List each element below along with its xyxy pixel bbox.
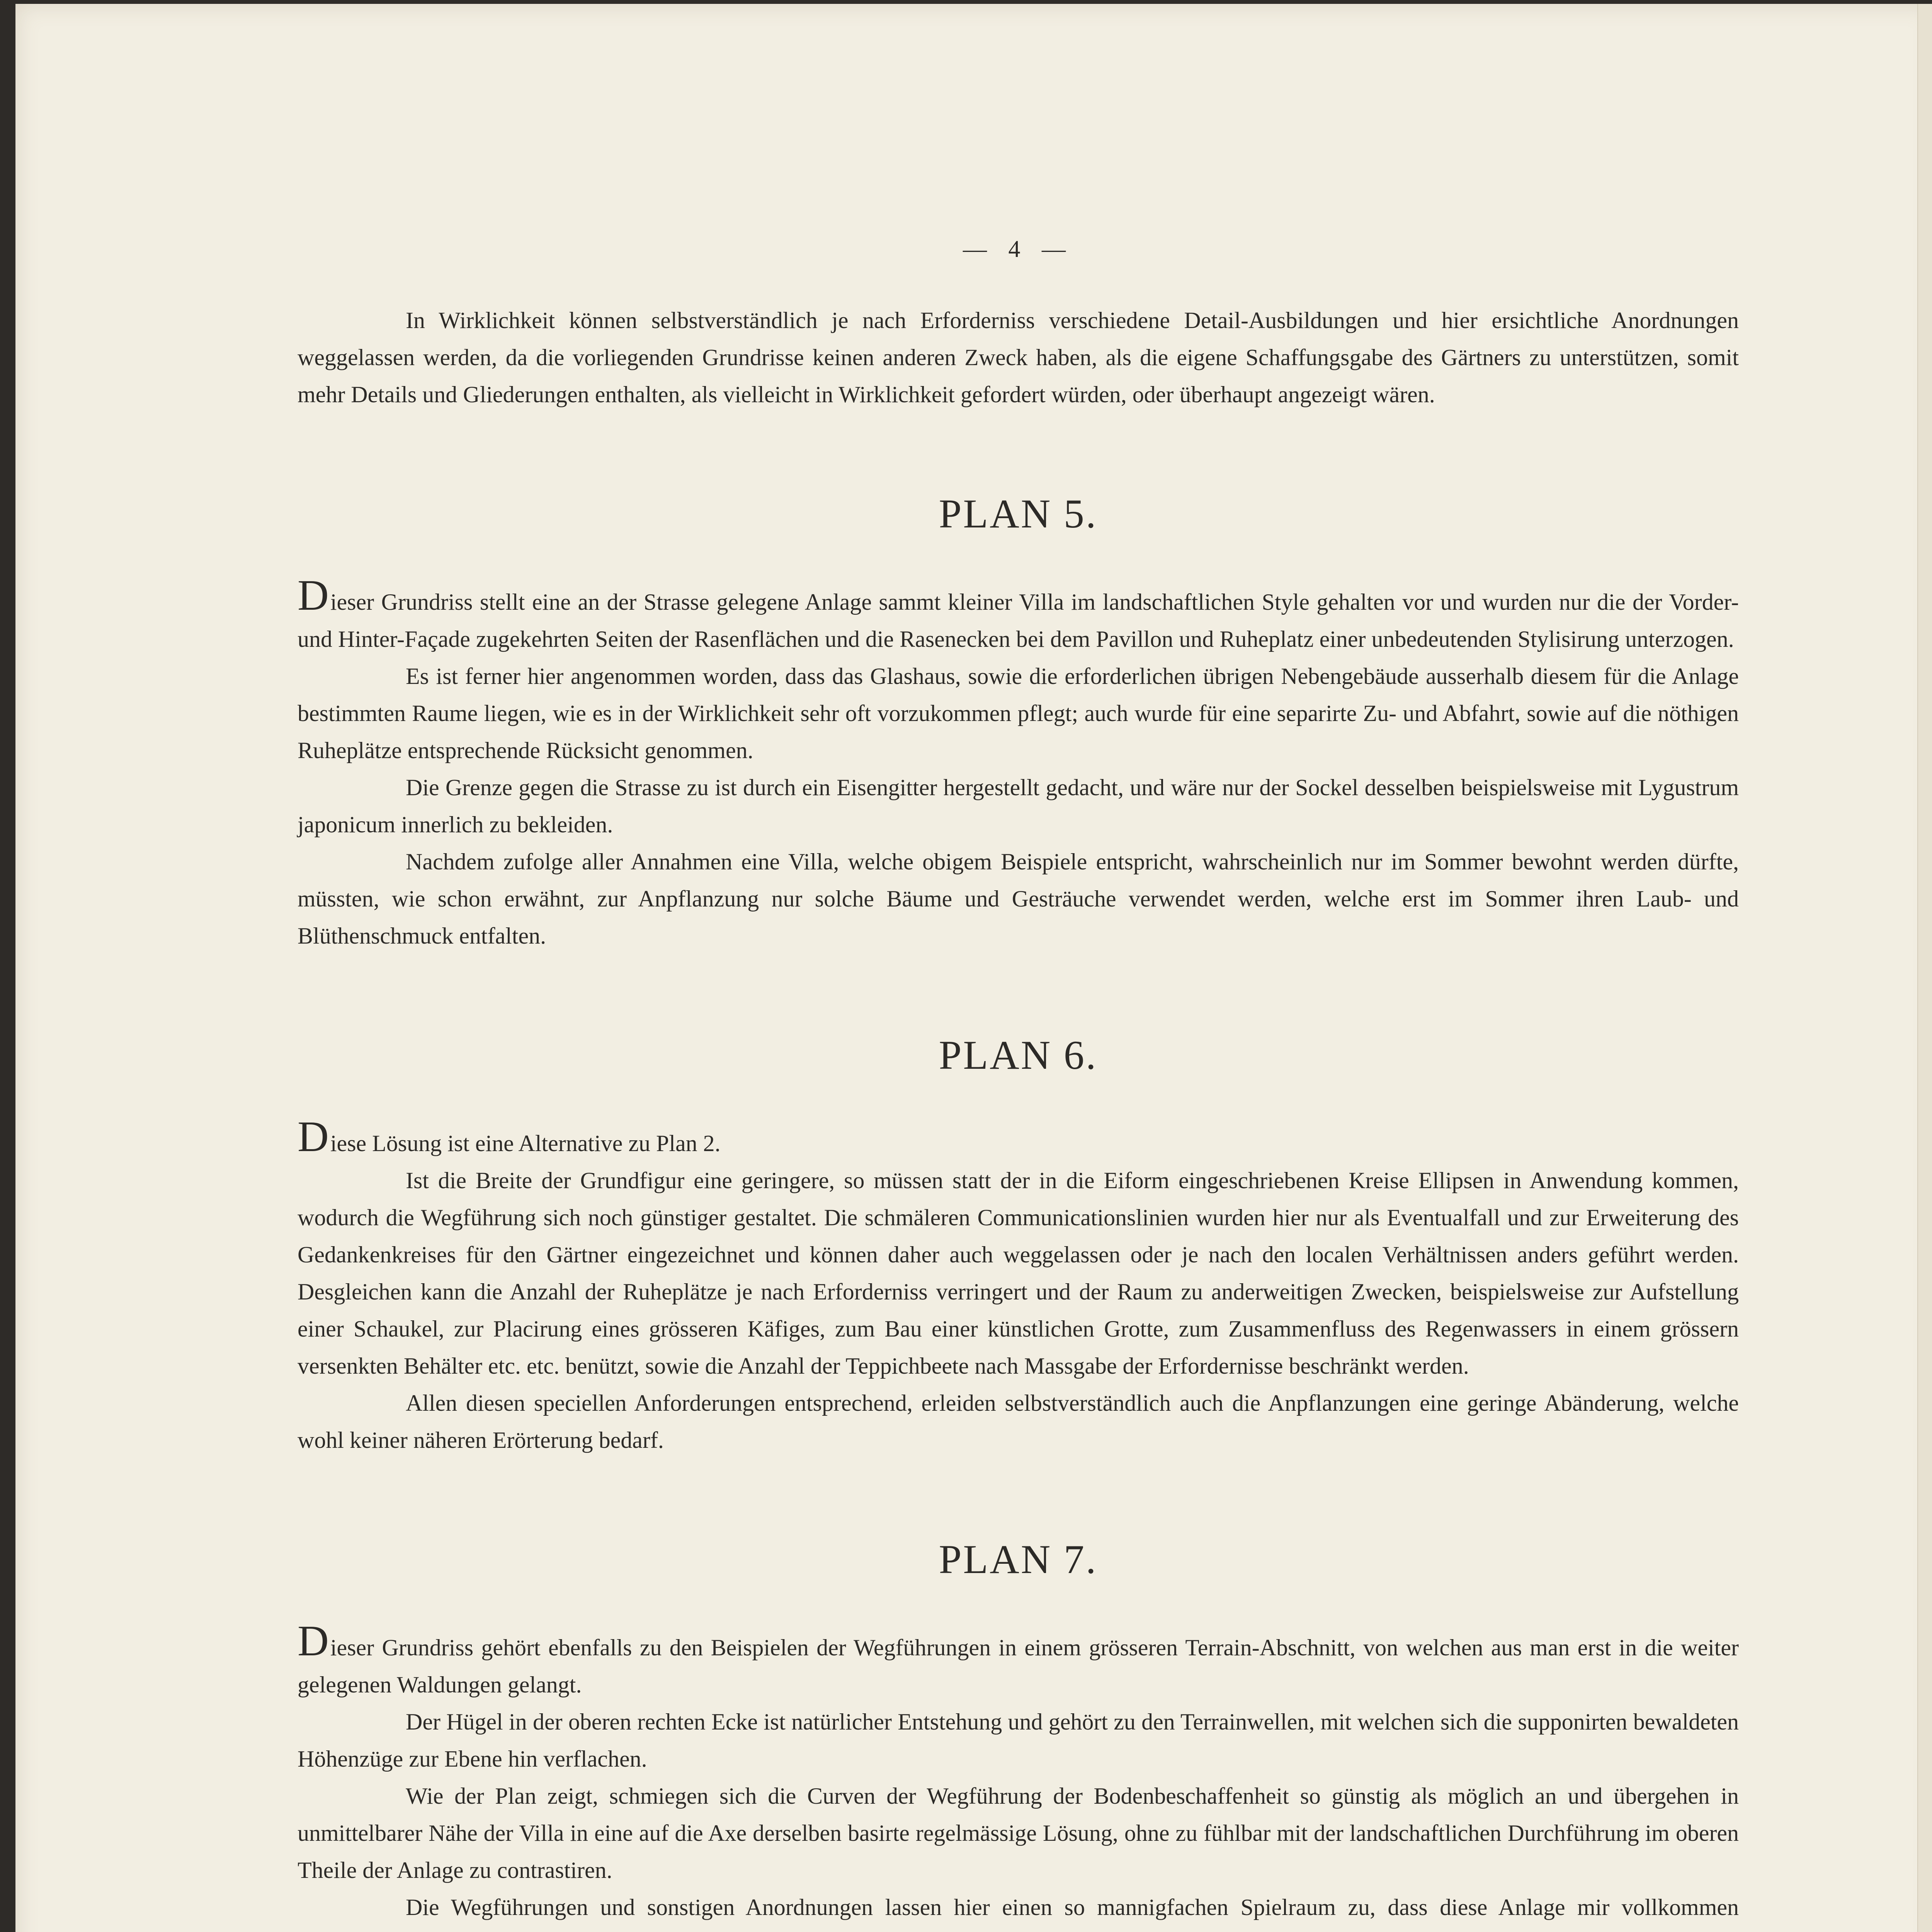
section-heading: PLAN 6. [939,1032,1098,1078]
plan-5-section [298,490,1739,954]
section-heading: PLAN 7. [939,1537,1098,1582]
plan-7-section [298,1536,1739,1932]
document-page [15,4,1932,1932]
paragraph: Wie der Plan zeigt, schmiegen sich die Curven der Wegführung der Bodenbeschaffenheit so günstig als möglich an und übergehen in unmittelbarer Nähe der Villa in eine auf die Axe derselben basirte regelmässige Lösung, ohne zu fühlbar mit der landschaftlichen Durchführung im oberen Theile der Anlage zu contrastiren. [298,1783,1739,1883]
drop-cap: D [298,1113,329,1161]
drop-cap: D [298,571,329,619]
page-edge [1917,4,1932,1932]
paragraph: Es ist ferner hier angenommen worden, dass das Glashaus, sowie die erforderlichen übrigen Nebengebäude ausserhalb diesem für die Anlage bestimmten Raume liegen, wie es in der Wirklichkeit sehr oft vorzukommen pflegt; auch wurde für eine separirte Zu- und Abfahrt, sowie auf die nöthigen Ruheplätze entsprechende Rücksicht genommen. [298,663,1739,763]
paragraph-text: iese Lösung ist eine Alternative zu Plan 2. [330,1131,721,1156]
drop-cap: D [298,1617,329,1665]
page-number: — 4 — [963,236,1073,262]
paragraph: Nachdem zufolge aller Annahmen eine Villa, welche obigem Beispiele entspricht, wahrscheinlich nur im Sommer bewohnt werden dürfte, müssten, wie schon erwähnt, zur Anpflanzung nur solche Bäume und Gesträuche verwendet werden, welche erst im Sommer ihren Laub- und Blüthenschmuck entfalten. [298,849,1739,949]
paragraph: Der Hügel in der oberen rechten Ecke ist natürlicher Entstehung und gehört zu den Terrainwellen, mit welchen sich die supponirten bewaldeten Höhenzüge zur Ebene hin verflachen. [298,1709,1739,1772]
paragraph [298,1113,1739,1162]
paragraph: Die Grenze gegen die Strasse zu ist durch ein Eisengitter hergestellt gedacht, und wäre nur der Sockel desselben beispielsweise mit Lygustrum japonicum innerlich zu bekleiden. [298,775,1739,837]
paragraph-text: ieser Grundriss stellt eine an der Strasse gelegene Anlage sammt kleiner Villa im landschaftlichen Style gehalten vor und wurden nur die der Vorder- und Hinter-Façade zugekehrten Seiten der Rasenflächen und die Rasenecken bei dem Pavillon und Ruheplatz einer unbedeutenden Stylisirung unterzogen. [298,589,1739,652]
paragraph: Allen diesen speciellen Anforderungen entsprechend, erleiden selbstverständlich auch die Anpflanzungen eine geringe Abänderung, welche wohl keiner näheren Erörterung bedarf. [298,1390,1739,1453]
section-heading: PLAN 5. [939,491,1098,536]
paragraph [298,1617,1739,1703]
paragraph: In Wirklichkeit können selbstverständlich je nach Erforderniss verschiedene Detail-Ausbildungen und hier ersichtliche Anordnungen weggelassen werden, da die vorliegenden Grundrisse keinen anderen Zweck haben, als die eigene Schaffungsgabe des Gärtners zu unterstützen, somit mehr Details und Gliederungen enthalten, als vielleicht in Wirklichkeit gefordert würden, oder überhaupt angezeigt wären. [298,308,1739,407]
intro-section [298,302,1739,413]
paragraph-text: ieser Grundriss gehört ebenfalls zu den Beispielen der Wegführungen in einem grösseren Terrain-Abschnitt, von welchen aus man erst in die weiter gelegenen Waldungen gelangt. [298,1635,1739,1697]
page-content [298,236,1739,1932]
paragraph: Ist die Breite der Grundfigur eine geringere, so müssen statt der in die Eiform eingeschriebenen Kreise Ellipsen in Anwendung kommen, wodurch die Wegführung sich noch günstiger gestaltet. Die schmäleren Communicationslinien wurden hier nur als Eventualfall und zur Erweiterung des Gedankenkreises für den Gärtner eingezeichnet und können daher auch weggelassen oder je nach den localen Verhältnissen anders geführt werden. Desgleichen kann die Anzahl der Ruheplätze je nach Erforderniss verringert und der Raum zu anderweitigen Zwecken, beispielsweise zur Aufstellung einer Schaukel, zur Placirung eines grösseren Käfiges, zum Bau einer künstlichen Grotte, zum Zusammenfluss des Regenwassers in einem grössern versenkten Behälter etc. etc. benützt, sowie die Anzahl der Teppichbeete nach Massgabe der Erfordernisse beschränkt werden. [298,1168,1739,1379]
paragraph: Die Wegführungen und sonstigen Anordnungen lassen hier einen so mannigfachen Spielraum zu, dass diese Anlage mir vollkommen [406,1895,1739,1920]
plan-6-section [298,1032,1739,1459]
paragraph [298,571,1739,658]
